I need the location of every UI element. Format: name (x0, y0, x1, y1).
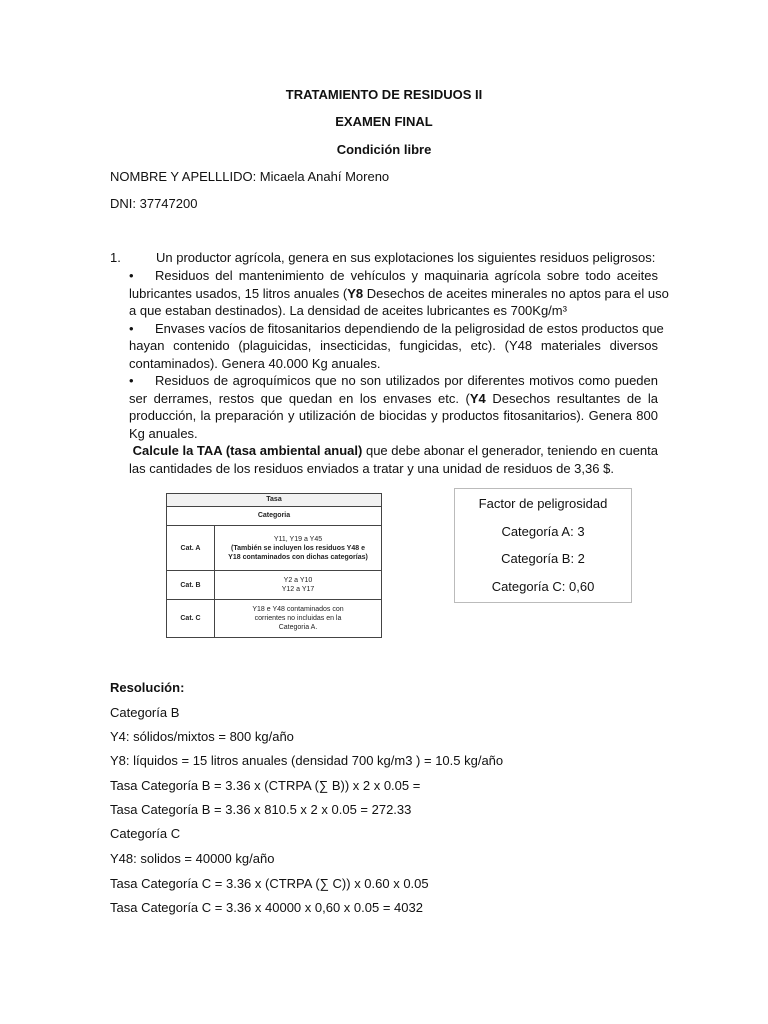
tasa-table-title: Tasa (167, 494, 381, 507)
factor-cat-b: Categoría B: 2 (501, 551, 585, 566)
resolution-line: Y4: sólidos/mixtos = 800 kg/año (110, 729, 294, 744)
tasa-row-a (167, 526, 381, 571)
resolution-line: Tasa Categoría B = 3.36 x 810.5 x 2 x 0.05 = 272.33 (110, 802, 412, 817)
tasa-row-a-text-2: (También se incluyen los residuos Y48 e (231, 544, 365, 552)
tasa-row-c-text-1: Y18 e Y48 contaminados con (252, 606, 344, 613)
tasa-row-b (167, 571, 381, 600)
factor-cat-a: Categoría A: 3 (501, 524, 585, 539)
tasa-row-a-cat: Cat. A (167, 526, 215, 570)
factor-box (454, 488, 632, 603)
resolution-line: Tasa Categoría B = 3.36 x (CTRPA (∑ B)) x 2 x 0.05 = (110, 778, 421, 793)
tasa-row-b-text-1: Y2 a Y10 (283, 577, 313, 584)
factor-title: Factor de peligrosidad (478, 496, 608, 511)
question-body (129, 267, 669, 477)
factor-cat-c: Categoría C: 0,60 (491, 579, 595, 594)
document-title: TRATAMIENTO DE RESIDUOS II (285, 87, 483, 102)
bullet-icon: • (129, 268, 134, 283)
bullet-3-line-4: Kg anuales. (129, 425, 198, 441)
bullet-3-line-2: ser derrames, restos que quedan en los envases etc. (Y4 Desechos resultantes de la (129, 390, 658, 406)
bullet-icon: • (129, 320, 134, 336)
bullet-icon: • (129, 373, 134, 388)
tasa-row-b-text-2: Y12 a Y17 (281, 586, 315, 593)
bullet-1-line-1: • Residuos del mantenimiento de vehículos y maquinaria agrícola sobre todo aceites (129, 268, 658, 283)
tasa-table (166, 493, 382, 638)
resolution-line: Y48: solidos = 40000 kg/año (110, 851, 275, 866)
bullet-1-line-3: a que estaban destinados). La densidad de aceites lubricantes es 700Kg/m³ (129, 303, 567, 318)
bullet-2-line-3: contaminados). Genera 40.000 Kg anuales. (129, 355, 381, 371)
exam-subtitle: EXAMEN FINAL (335, 114, 433, 129)
resolution-line: Tasa Categoría C = 3.36 x 40000 x 0,60 x 0.05 = 4032 (110, 900, 423, 915)
resolution-heading: Resolución: (110, 680, 185, 695)
bullet-3-line-3: producción, la preparación y utilización de biocidas y productos fitosanitarios). Genera 800 (129, 408, 658, 423)
tasa-row-a-text-1: Y11, Y19 a Y45 (273, 535, 323, 543)
resolution-line: Y8: líquidos = 15 litros anuales (densidad 700 kg/m3 ) = 10.5 kg/año (110, 753, 504, 768)
student-name: NOMBRE Y APELLLIDO: Micaela Anahí Moreno (110, 169, 390, 184)
tasa-row-b-cat: Cat. B (167, 571, 215, 599)
tasa-row-c-cat: Cat. C (167, 600, 215, 637)
tasa-row-a-text-3: Y18 contaminados con dichas categorías) (228, 553, 368, 561)
question-number: 1. (110, 250, 121, 265)
tasa-table-subtitle: Categoria (167, 507, 381, 526)
resolution-line: Categoría B (110, 705, 180, 720)
bullet-3-line-1: • Residuos de agroquímicos que no son utilizados por diferentes motivos como pueden (129, 373, 658, 388)
resolution-line: Tasa Categoría C = 3.36 x (CTRPA (∑ C)) x 0.60 x 0.05 (110, 876, 429, 891)
tasa-row-c-text-3: Categoria A. (278, 624, 318, 631)
question-intro: Un productor agrícola, genera en sus explotaciones los siguientes residuos peligrosos: (156, 250, 656, 265)
tasa-row-c (167, 600, 381, 637)
bullet-2-line-1: • Envases vacíos de fitosanitarios dependiendo de la peligrosidad de estos productos que (129, 320, 664, 336)
bullet-1-line-2: lubricantes usados, 15 litros anuales (Y8 Desechos de aceites minerales no aptos para el uso (129, 285, 669, 301)
exam-condition: Condición libre (336, 142, 432, 157)
student-dni: DNI: 37747200 (110, 196, 198, 211)
bullet-2-line-2: hayan contenido (plaguicidas, insecticidas, fungicidas, etc). (Y48 materiales diversos (129, 338, 658, 353)
tasa-row-c-text-2: corrientes no incluidas en la (254, 615, 342, 622)
calc-line-1: Calcule la TAA (tasa ambiental anual) que debe abonar el generador, teniendo en cuenta (132, 443, 658, 458)
resolution-line: Categoría C (110, 826, 181, 841)
calc-line-2: las cantidades de los residuos enviados a tratar y una unidad de residuos de 3,36 $. (129, 460, 614, 476)
